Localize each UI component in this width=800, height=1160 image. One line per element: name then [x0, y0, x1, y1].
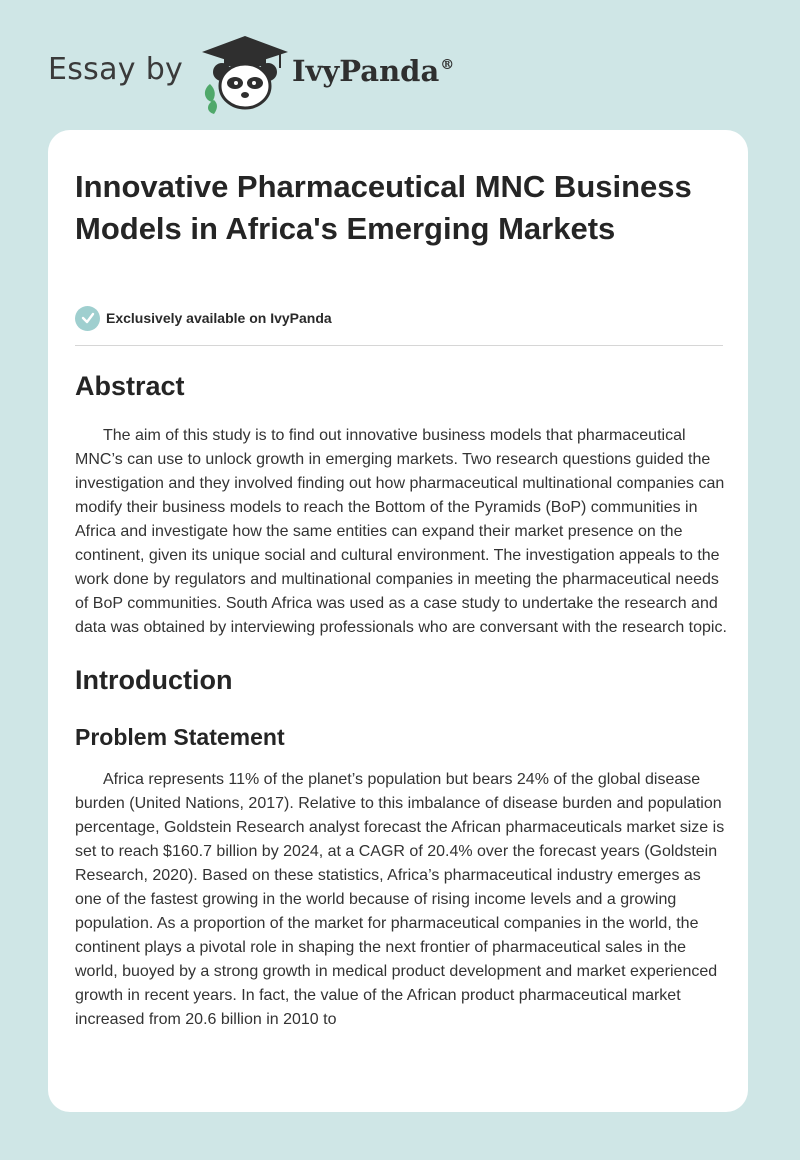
essay-content: [75, 366, 727, 1032]
abstract-heading: Abstract: [75, 371, 185, 401]
brand-text: IvyPanda: [292, 54, 440, 88]
exclusive-badge: [75, 305, 332, 331]
ivypanda-brand[interactable]: [292, 54, 454, 88]
essay-title: Innovative Pharmaceutical MNC Business Models in Africa's Emerging Markets: [75, 169, 692, 246]
exclusive-badge-text: Exclusively available on IvyPanda: [106, 310, 332, 326]
essay-card: [48, 130, 748, 1112]
essay-by-label: Essay by: [48, 52, 184, 87]
site-header: [48, 30, 748, 110]
abstract-paragraph: The aim of this study is to find out innovative business models that pharmaceutical MNC’s can use to unlock growth in emerging markets. Two research questions guided the investigation and they involved finding out how pharmaceutical multinational companies can modify their business models to reach the Bottom of the Pyramids (BoP) communities in Africa and investigate how the same entities can expand their market presence on the continent, given its unique social and cultural environment. The investigation appeals to the work done by regulators and multinational companies in meeting the pharmaceutical needs of BoP communities. South Africa was used as a case study to undertake the research and data was obtained by interviewing professionals who are conversant with the research topic.: [75, 427, 727, 636]
title-divider: [75, 345, 723, 346]
registered-mark: ®: [440, 57, 455, 73]
problem-statement-heading: Problem Statement: [75, 724, 285, 750]
check-circle-icon: [75, 306, 100, 331]
ivypanda-logo-icon[interactable]: [200, 34, 290, 114]
introduction-heading: Introduction: [75, 665, 233, 695]
problem-statement-paragraph: Africa represents 11% of the planet’s population but bears 24% of the global disease burden (United Nations, 2017). Relative to this imbalance of disease burden and population percentage, Goldstein Research analyst forecast the African pharmaceuticals market size is set to reach $160.7 billion by 2024, at a CAGR of 20.4% over the forecast years (Goldstein Research, 2020). Based on these statistics, Africa’s pharmaceutical industry emerges as one of the fastest growing in the world because of rising income levels and a growing population. As a proportion of the market for pharmaceutical companies in the world, the continent plays a pivotal role in shaping the next frontier of pharmaceutical sales in the world, buoyed by a strong growth in medical product development and market experienced growth in recent years. In fact, the value of the African product pharmaceutical market increased from 20.6 billion in 2010 to: [75, 771, 725, 1028]
